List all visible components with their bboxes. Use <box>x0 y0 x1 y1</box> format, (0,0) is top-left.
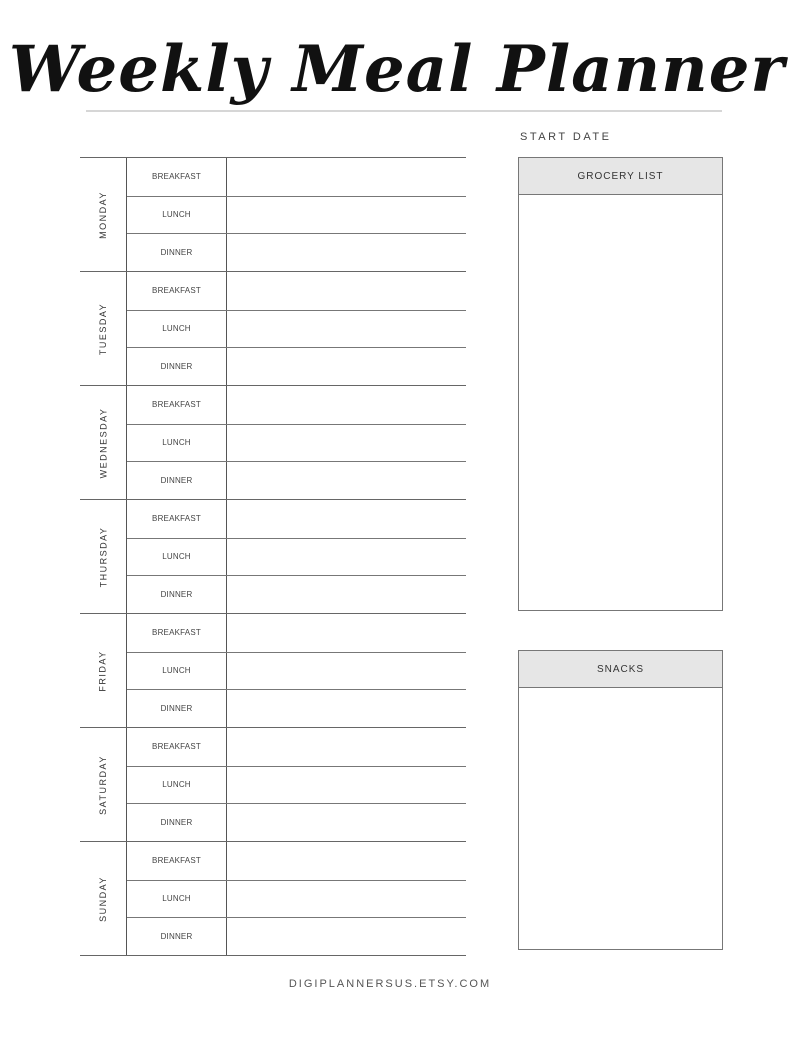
day-label: SUNDAY <box>98 875 108 922</box>
day-block-thursday <box>80 499 466 613</box>
meal-entry-line[interactable] <box>226 347 466 348</box>
day-block-tuesday <box>80 271 466 385</box>
day-block-monday <box>80 157 466 271</box>
day-block-friday <box>80 613 466 727</box>
meal-label-lunch: LUNCH <box>162 551 191 561</box>
meal-entry-line[interactable] <box>226 652 466 653</box>
meal-entry-line[interactable] <box>226 310 466 311</box>
meal-label-lunch: LUNCH <box>162 665 191 675</box>
day-label: THURSDAY <box>98 526 108 587</box>
meal-entry-line[interactable] <box>226 689 466 690</box>
meal-label-lunch: LUNCH <box>162 437 191 447</box>
meal-label-dinner: DINNER <box>160 361 193 371</box>
meal-label-breakfast: BREAKFAST <box>152 514 201 524</box>
page-title: Weekly Meal Planner <box>8 32 786 107</box>
grocery-list-box[interactable] <box>518 157 723 611</box>
meal-entry-line[interactable] <box>226 766 466 767</box>
meal-label-dinner: DINNER <box>160 703 193 713</box>
meal-label-dinner: DINNER <box>160 817 193 827</box>
start-date-label: START DATE <box>520 131 612 143</box>
day-label: SATURDAY <box>98 754 109 815</box>
meal-entry-line[interactable] <box>226 538 466 539</box>
meal-entry-line[interactable] <box>226 803 466 804</box>
meal-entry-line[interactable] <box>226 424 466 425</box>
meal-label-breakfast: BREAKFAST <box>152 742 201 752</box>
meal-label-lunch: LUNCH <box>162 323 191 333</box>
meal-label-dinner: DINNER <box>160 589 193 599</box>
day-label: FRIDAY <box>98 649 108 692</box>
meal-grid <box>80 157 466 956</box>
day-label: WEDNESDAY <box>98 407 108 478</box>
meal-label-breakfast: BREAKFAST <box>152 856 201 866</box>
grocery-list-heading: GROCERY LIST <box>519 158 722 195</box>
day-block-sunday <box>80 841 466 956</box>
meal-entry-line[interactable] <box>226 233 466 234</box>
meal-label-breakfast: BREAKFAST <box>152 628 201 638</box>
day-label: MONDAY <box>98 190 108 239</box>
meal-entry-line[interactable] <box>226 461 466 462</box>
footer-url: DIGIPLANNERSUS.ETSY.COM <box>288 978 492 990</box>
meal-label-breakfast: BREAKFAST <box>152 172 201 182</box>
meal-label-lunch: LUNCH <box>162 209 191 219</box>
meal-entry-line[interactable] <box>226 196 466 197</box>
meal-entry-line[interactable] <box>226 917 466 918</box>
meal-label-lunch: LUNCH <box>162 893 191 903</box>
snacks-heading: SNACKS <box>519 651 722 688</box>
meal-label-breakfast: BREAKFAST <box>152 286 201 296</box>
day-block-saturday <box>80 727 466 841</box>
meal-entry-line[interactable] <box>226 575 466 576</box>
title-underline <box>86 110 722 112</box>
meal-label-breakfast: BREAKFAST <box>152 400 201 410</box>
day-block-wednesday <box>80 385 466 499</box>
meal-label-dinner: DINNER <box>160 247 193 257</box>
meal-label-lunch: LUNCH <box>162 779 191 789</box>
day-label: TUESDAY <box>98 302 108 355</box>
meal-label-dinner: DINNER <box>160 475 193 485</box>
meal-label-dinner: DINNER <box>160 931 193 941</box>
snacks-box[interactable] <box>518 650 723 950</box>
meal-entry-line[interactable] <box>226 880 466 881</box>
